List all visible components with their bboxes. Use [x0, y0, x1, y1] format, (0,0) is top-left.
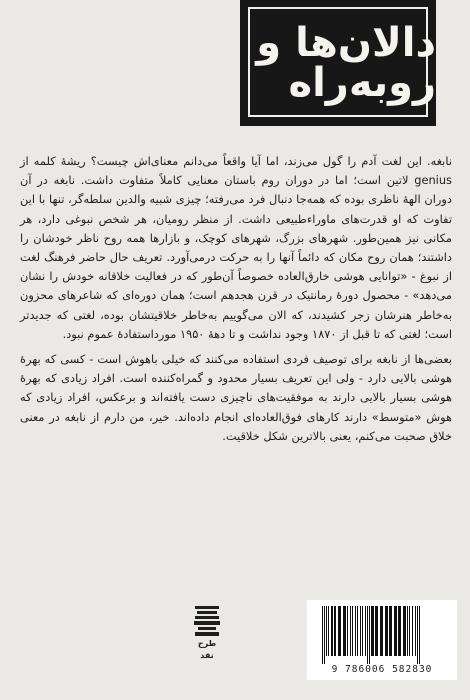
barcode-bar [355, 606, 356, 656]
barcode-bar [415, 606, 416, 656]
barcode-bar [394, 606, 397, 656]
barcode-bar [360, 606, 361, 656]
barcode-bar [326, 606, 327, 656]
series-logo [240, 0, 436, 126]
publisher-name-line2: نقد [200, 651, 214, 660]
barcode-bar [343, 606, 346, 656]
barcode-bar [407, 606, 408, 656]
barcode-bar [334, 606, 336, 656]
barcode-bar [367, 606, 368, 664]
barcode-bar [338, 606, 341, 656]
barcode-bar [352, 606, 353, 656]
barcode-bar [350, 606, 351, 656]
barcode-bar [357, 606, 358, 656]
barcode-bars [316, 606, 448, 664]
barcode-bar [322, 606, 323, 664]
barcode-bar [375, 606, 378, 656]
barcode-bar [417, 606, 418, 664]
barcode-bar [328, 606, 329, 656]
barcode-bar [365, 606, 366, 656]
back-cover-text [20, 152, 452, 446]
barcode-bar [331, 606, 333, 656]
barcode-bar [389, 606, 392, 656]
barcode-bar [380, 606, 383, 656]
barcode-bar [412, 606, 413, 656]
barcode-bar [409, 606, 410, 656]
logo-text: دالان‌ها و روبه‌راه [256, 20, 436, 106]
paragraph-1: نابغه. این لغت آدم را گول می‌زند، اما آیا واقعاً می‌دانم معنای‌اش چیست؟ ریشهٔ کلمه از genius لاتین است؛ اما در دوران روم باستان معنایی کاملاً متفاوت داشت. نابغه در آن دوران الههٔ ناظری بوده که همه‌جا دنبال فرد می‌رفته؛ چیزی شبیه والدین سلطه‌گر، تنها با این تفاوت که او قدرت‌های ماوراءطبیعی داشت. از منظر رومیان، هر شخص نبوغی دارد، هر مکانی نیز همین‌طور. شهرهای بزرگ، شهرهای کوچک، و بازارها همه روح ناظر خودشان را داشتند؛ همان روح مکان که دائماً آنها را به حرکت درمی‌آورد. تعریف حال حاضر فرهنگ لغت از نبوغ - «توانایی هوشی خارق‌العاده خصوصاً آن‌طور که در فعالیت خلاقانه خودش را نشان می‌دهد» - محصول دورهٔ رمانتیک در قرن هجدهم است؛ همان دوره‌ای که شاعرهای محزون به‌خاطر هنرشان زجر کشیدند، که الان می‌گوییم به‌خاطر خلاقیتشان بوده، لغتی که جدیدتر است؛ لغتی که تا قبل از ۱۸۷۰ وجود نداشت و تا دههٔ ۱۹۵۰ مورداستفادهٔ عموم نبود. [20, 154, 452, 341]
barcode-bar [403, 606, 406, 656]
barcode-bar [371, 606, 374, 656]
publisher-name-line1: طرح [197, 639, 217, 648]
publisher-emblem-icon [194, 606, 220, 636]
barcode-bar [369, 606, 370, 664]
paragraph-2: بعضی‌ها از نابغه برای توصیف فردی استفاده می‌کنند که خیلی باهوش است - کسی که بهرهٔ هوشی بالایی دارد - ولی این تعریف بسیار محدود و گمراه‌کننده است. افراد زیادی که بهرهٔ هوشی بسیار بالایی دارند به موفقیت‌های ناچیزی دست یافته‌اند و برعکس، افراد زیادی که هوش «متوسط» دارند کارهای فوق‌العاده‌ای انجام داده‌اند. خیر، من دارم از نابغه در معنی خلاق صحبت می‌کنم، یعنی بالاترین شکل خلاقیت. [20, 352, 452, 443]
barcode-bar [385, 606, 388, 656]
barcode-bar [324, 606, 325, 664]
barcode-bar [362, 606, 363, 656]
isbn-barcode [307, 600, 457, 680]
publisher-logo [186, 606, 228, 668]
barcode-digits: 9 786006 582830 [331, 664, 433, 675]
barcode-bar [419, 606, 420, 664]
barcode-bar [347, 606, 348, 656]
barcode-bar [398, 606, 401, 656]
